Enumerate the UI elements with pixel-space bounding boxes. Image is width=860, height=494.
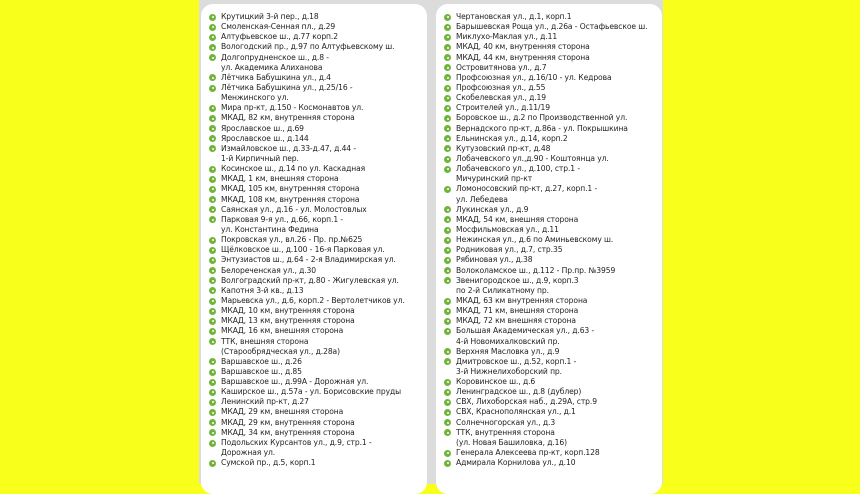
location-marker-icon	[444, 389, 451, 396]
address-text: МКАД, 13 км, внутренняя сторона	[221, 316, 355, 326]
address-item	[209, 83, 427, 93]
location-marker-icon	[209, 125, 216, 132]
address-list-left	[201, 4, 427, 468]
location-marker-icon	[444, 298, 451, 305]
address-text: Скобелевская ул., д.19	[456, 93, 547, 103]
location-marker-icon	[444, 257, 451, 264]
location-marker-icon	[444, 450, 451, 457]
address-item	[444, 144, 662, 154]
address-text: Кутузовский пр-кт, д.48	[456, 143, 551, 153]
address-text: ул. Константина Федина	[221, 224, 319, 234]
location-marker-icon	[209, 166, 216, 173]
location-marker-icon	[444, 115, 451, 122]
address-text: Ломоносовский пр-кт, д.27, корп.1 -	[456, 184, 598, 194]
address-text: Островитянова ул., д.7	[456, 62, 547, 72]
address-text: Варшавское ш., д.26	[221, 356, 302, 366]
location-marker-icon	[209, 298, 216, 305]
address-item	[209, 266, 427, 276]
address-text: Косинское ш., д.14 по ул. Каскадная	[221, 164, 366, 174]
location-marker-icon	[444, 237, 451, 244]
address-text: Миклухо-Маклая ул., д.11	[456, 32, 558, 42]
address-text: Верхняя Масловка ул., д.9	[456, 346, 560, 356]
address-item	[209, 124, 427, 134]
address-item	[444, 418, 662, 428]
address-item	[209, 458, 427, 468]
address-text: СВХ, Лихоборская наб., д.29А, стр.9	[456, 397, 597, 407]
address-text: ТТК, внутренняя сторона	[456, 427, 555, 437]
address-item	[209, 255, 427, 265]
location-marker-icon	[209, 399, 216, 406]
location-marker-icon	[444, 318, 451, 325]
address-item	[209, 103, 427, 113]
location-marker-icon	[444, 460, 451, 467]
address-item	[444, 73, 662, 83]
address-text: МКАД, 54 км, внешняя сторона	[456, 214, 579, 224]
location-marker-icon	[444, 125, 451, 132]
address-item	[444, 164, 662, 174]
address-item	[209, 367, 427, 377]
address-item	[209, 53, 427, 63]
address-item	[444, 337, 662, 347]
address-item	[444, 347, 662, 357]
address-item	[209, 306, 427, 316]
address-item	[444, 154, 662, 164]
address-text: Менжинского ул.	[221, 93, 289, 103]
location-marker-icon	[444, 206, 451, 213]
address-item	[444, 225, 662, 235]
address-item	[209, 144, 427, 154]
address-item	[209, 245, 427, 255]
address-text: Саянская ул., д.16 - ул. Молостовлых	[221, 204, 367, 214]
location-marker-icon	[444, 156, 451, 163]
address-item	[444, 184, 662, 194]
location-marker-icon	[444, 379, 451, 386]
address-text: МКАД, 105 км, внутренняя сторона	[221, 184, 360, 194]
address-text: Парковая 9-я ул., д.66, корп.1 -	[221, 214, 344, 224]
address-text: Вологодский пр., д.97 по Алтуфьевскому ш.	[221, 42, 395, 52]
address-item	[209, 225, 427, 235]
address-item	[209, 12, 427, 22]
location-marker-icon	[444, 247, 451, 254]
location-marker-icon	[209, 308, 216, 315]
address-item	[444, 266, 662, 276]
location-marker-icon	[209, 105, 216, 112]
address-item	[209, 337, 427, 347]
address-text: Генерала Алексеева пр-кт, корп.128	[456, 448, 600, 458]
address-item	[444, 235, 662, 245]
location-marker-icon	[444, 409, 451, 416]
address-text: 3-й Нижнелихоборский пр.	[456, 366, 562, 376]
address-text: 1-й Кирпичный пер.	[221, 153, 299, 163]
address-text: Мичуринский пр-кт	[456, 174, 533, 184]
address-item	[444, 245, 662, 255]
address-text: МКАД, 71 км, внешняя сторона	[456, 306, 579, 316]
address-item	[444, 438, 662, 448]
address-item	[209, 215, 427, 225]
location-marker-icon	[444, 85, 451, 92]
address-text: МКАД, 29 км, внешняя сторона	[221, 407, 344, 417]
address-text: Боровское ш., д.2 по Производственной ул.	[456, 113, 628, 123]
address-item	[209, 134, 427, 144]
address-text: Солнечногорская ул., д.3	[456, 417, 556, 427]
address-item	[209, 93, 427, 103]
address-text: по 2-й Силикатному пр.	[456, 285, 549, 295]
address-text: МКАД, 108 км, внутренняя сторона	[221, 194, 360, 204]
address-item	[444, 397, 662, 407]
address-item	[209, 448, 427, 458]
address-text: Мира пр-кт, д.150 - Космонавтов ул.	[221, 103, 364, 113]
address-item	[444, 367, 662, 377]
address-item	[444, 134, 662, 144]
location-marker-icon	[444, 34, 451, 41]
location-marker-icon	[209, 419, 216, 426]
address-item	[209, 174, 427, 184]
address-text: Волгоградский пр-кт, д.80 - Жигулевская ул.	[221, 275, 399, 285]
location-marker-icon	[444, 145, 451, 152]
address-item	[444, 83, 662, 93]
address-item	[209, 428, 427, 438]
address-item	[209, 154, 427, 164]
address-item	[209, 326, 427, 336]
address-item	[209, 63, 427, 73]
location-marker-icon	[209, 460, 216, 467]
location-marker-icon	[444, 216, 451, 223]
address-text: Лётчика Бабушкина ул., д.25/16 -	[221, 82, 353, 92]
address-item	[444, 357, 662, 367]
location-marker-icon	[209, 277, 216, 284]
location-marker-icon	[209, 318, 216, 325]
address-item	[444, 22, 662, 32]
address-text: ТТК, внешняя сторона	[221, 336, 309, 346]
address-text: Сумской пр., д.5, корп.1	[221, 458, 316, 468]
address-text: Лётчика Бабушкина ул., д.4	[221, 72, 331, 82]
address-text: ул. Лебедева	[456, 194, 508, 204]
location-marker-icon	[209, 237, 216, 244]
address-text: Нежинская ул., д.6 по Аминьевскому ш.	[456, 235, 614, 245]
address-item	[209, 276, 427, 286]
location-marker-icon	[209, 186, 216, 193]
location-marker-icon	[444, 419, 451, 426]
address-text: (ул. Новая Башиловка, д.16)	[456, 437, 567, 447]
address-text: 4-й Новомихалковский пр.	[456, 336, 560, 346]
location-marker-icon	[444, 14, 451, 21]
address-text: Лобачевского ул., д.100, стр.1 -	[456, 164, 580, 174]
address-text: Подольских Курсантов ул., д.9, стр.1 -	[221, 437, 372, 447]
address-text: МКАД, 82 км, внутренняя сторона	[221, 113, 355, 123]
address-item	[209, 418, 427, 428]
address-text: Ярославское ш., д.144	[221, 133, 309, 143]
address-item	[209, 357, 427, 367]
address-item	[209, 164, 427, 174]
address-item	[209, 387, 427, 397]
location-marker-icon	[209, 54, 216, 61]
address-column-right	[436, 4, 662, 494]
address-text: Дмитровское ш., д.52, корп.1 -	[456, 356, 577, 366]
address-text: МКАД, 29 км, внутренняя сторона	[221, 417, 355, 427]
address-text: ул. Академика Алиханова	[221, 62, 323, 72]
address-item	[209, 184, 427, 194]
location-marker-icon	[209, 176, 216, 183]
address-text: (Старообрядческая ул., д.28а)	[221, 346, 340, 356]
address-text: Звенигородское ш., д.9, корп.3	[456, 275, 579, 285]
location-marker-icon	[209, 85, 216, 92]
location-marker-icon	[209, 216, 216, 223]
address-item	[444, 428, 662, 438]
address-text: Варшавское ш., д.99А - Дорожная ул.	[221, 377, 369, 387]
address-text: Ленинский пр-кт, д.27	[221, 397, 309, 407]
location-marker-icon	[209, 24, 216, 31]
address-text: Лобачевского ул.,д.90 - Коштоянца ул.	[456, 153, 609, 163]
address-item	[444, 174, 662, 184]
location-marker-icon	[209, 267, 216, 274]
address-item	[209, 296, 427, 306]
address-item	[444, 387, 662, 397]
location-marker-icon	[444, 95, 451, 102]
address-text: Мосфильмовская ул., д.11	[456, 224, 559, 234]
location-marker-icon	[209, 135, 216, 142]
address-item	[444, 32, 662, 42]
address-item	[444, 316, 662, 326]
location-marker-icon	[209, 328, 216, 335]
address-item	[444, 448, 662, 458]
address-text: Большая Академическая ул., д.63 -	[456, 326, 595, 336]
address-list-right	[436, 4, 662, 468]
location-marker-icon	[444, 64, 451, 71]
address-item	[444, 93, 662, 103]
address-item	[209, 22, 427, 32]
location-marker-icon	[444, 74, 451, 81]
address-item	[444, 255, 662, 265]
address-item	[209, 286, 427, 296]
address-item	[444, 296, 662, 306]
address-text: Энтузиастов ш., д.64 - 2-я Владимирская ул.	[221, 255, 396, 265]
location-marker-icon	[444, 166, 451, 173]
address-item	[444, 42, 662, 52]
location-marker-icon	[209, 257, 216, 264]
address-item	[209, 235, 427, 245]
address-text: СВХ, Краснополянская ул., д.1	[456, 407, 576, 417]
address-item	[444, 377, 662, 387]
address-item	[209, 32, 427, 42]
location-marker-icon	[209, 247, 216, 254]
address-item	[209, 397, 427, 407]
address-text: Лукинская ул., д.9	[456, 204, 529, 214]
location-marker-icon	[444, 186, 451, 193]
address-text: Долгопрудненское ш., д.8 -	[221, 52, 329, 62]
location-marker-icon	[444, 348, 451, 355]
address-text: Ельнинская ул., д.14, корп.2	[456, 133, 568, 143]
address-text: Ярославское ш., д.69	[221, 123, 304, 133]
address-item	[444, 205, 662, 215]
address-text: Профсоюзная ул., д.55	[456, 82, 546, 92]
address-text: Строителей ул., д.11/19	[456, 103, 550, 113]
address-text: Родниковая ул., д.7, стр.35	[456, 245, 563, 255]
location-marker-icon	[209, 115, 216, 122]
address-text: МКАД, 16 км, внешняя сторона	[221, 326, 344, 336]
address-text: Чертановская ул., д.1, корп.1	[456, 12, 572, 21]
address-item	[444, 306, 662, 316]
address-text: МКАД, 40 км, внутренняя сторона	[456, 42, 590, 52]
address-text: Вернадского пр-кт, д.86а - ул. Покрышкина	[456, 123, 628, 133]
location-marker-icon	[209, 409, 216, 416]
address-text: Смоленская-Сенная пл., д.29	[221, 22, 336, 32]
address-text: МКАД, 63 км внутренняя сторона	[456, 295, 588, 305]
location-marker-icon	[209, 145, 216, 152]
location-marker-icon	[209, 369, 216, 376]
address-item	[444, 12, 662, 22]
location-marker-icon	[209, 379, 216, 386]
address-text: Барышевская Роща ул., д.26а - Остафьевское ш.	[456, 22, 648, 32]
location-marker-icon	[209, 440, 216, 447]
location-marker-icon	[444, 429, 451, 436]
address-text: Варшавское ш., д.85	[221, 366, 302, 376]
address-text: Белореченская ул., д.30	[221, 265, 317, 275]
address-item	[444, 103, 662, 113]
address-item	[444, 53, 662, 63]
address-text: Измайловское ш., д.33-д.47, д.44 -	[221, 143, 356, 153]
address-item	[209, 438, 427, 448]
address-item	[209, 42, 427, 52]
address-item	[209, 195, 427, 205]
location-marker-icon	[444, 277, 451, 284]
address-column-left	[201, 4, 427, 494]
address-text: Алтуфьевское ш., д.77 корп.2	[221, 32, 338, 42]
address-item	[209, 347, 427, 357]
address-text: МКАД, 72 км внешняя сторона	[456, 316, 576, 326]
address-text: Адмирала Корнилова ул., д.10	[456, 458, 576, 468]
location-marker-icon	[209, 34, 216, 41]
location-marker-icon	[444, 399, 451, 406]
address-text: МКАД, 1 км, внешняя сторона	[221, 174, 339, 184]
location-marker-icon	[209, 196, 216, 203]
location-marker-icon	[444, 135, 451, 142]
address-text: МКАД, 34 км, внутренняя сторона	[221, 427, 355, 437]
address-text: Каширское ш., д.57а - ул. Борисовские пруды	[221, 387, 402, 397]
location-marker-icon	[444, 308, 451, 315]
address-item	[444, 113, 662, 123]
address-text: МКАД, 44 км, внутренняя сторона	[456, 52, 590, 62]
address-text: Рябиновая ул., д.38	[456, 255, 533, 265]
address-text: Марьевска ул., д.6, корп.2 - Вертолетчиков ул.	[221, 295, 405, 305]
address-item	[444, 63, 662, 73]
location-marker-icon	[209, 74, 216, 81]
location-marker-icon	[444, 227, 451, 234]
address-item	[209, 377, 427, 387]
address-item	[209, 316, 427, 326]
location-marker-icon	[444, 24, 451, 31]
address-item	[444, 124, 662, 134]
address-item	[209, 73, 427, 83]
address-text: Коровинское ш., д.6	[456, 377, 536, 387]
address-text: Покровская ул., вл.26 - Пр. пр.№625	[221, 235, 363, 245]
location-marker-icon	[209, 429, 216, 436]
location-marker-icon	[209, 287, 216, 294]
address-item	[444, 195, 662, 205]
location-marker-icon	[444, 267, 451, 274]
address-text: Щёлковское ш., д.100 - 16-я Парковая ул.	[221, 245, 385, 255]
address-item	[444, 276, 662, 286]
address-text: Профсоюзная ул., д.16/10 - ул. Кедрова	[456, 72, 612, 82]
address-item	[209, 407, 427, 417]
address-item	[444, 458, 662, 468]
location-marker-icon	[209, 338, 216, 345]
document-page	[199, 0, 663, 484]
address-item	[209, 113, 427, 123]
address-item	[444, 326, 662, 336]
location-marker-icon	[444, 328, 451, 335]
location-marker-icon	[209, 389, 216, 396]
location-marker-icon	[209, 44, 216, 51]
address-text: МКАД, 10 км, внутренняя сторона	[221, 306, 355, 316]
address-item	[444, 215, 662, 225]
location-marker-icon	[209, 14, 216, 21]
address-text: Крутицкий 3-й пер., д.18	[221, 12, 319, 21]
address-text: Дорожная ул.	[221, 448, 276, 458]
address-item	[444, 286, 662, 296]
location-marker-icon	[209, 206, 216, 213]
location-marker-icon	[444, 54, 451, 61]
address-text: Волоколамское ш., д.112 - Пр.пр. №3959	[456, 265, 616, 275]
address-text: Капотня 3-й кв., д.13	[221, 285, 304, 295]
address-item	[444, 407, 662, 417]
address-item	[209, 205, 427, 215]
location-marker-icon	[444, 105, 451, 112]
location-marker-icon	[444, 44, 451, 51]
location-marker-icon	[444, 358, 451, 365]
address-text: Ленинградское ш., д.8 (дублер)	[456, 387, 582, 397]
location-marker-icon	[209, 358, 216, 365]
